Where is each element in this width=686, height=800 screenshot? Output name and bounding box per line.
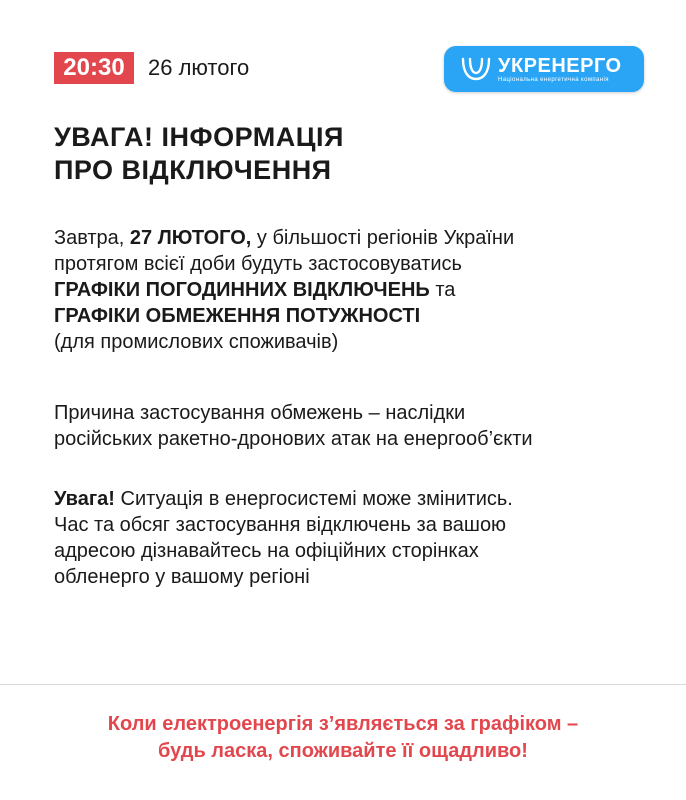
- paragraph-line: [54, 277, 654, 303]
- paragraph-reason: [54, 400, 654, 452]
- warning-highlight: Увага!: [54, 488, 115, 510]
- paragraph-line: Причина застосування обмежень – наслідки: [54, 402, 466, 424]
- hourly-outages-highlight: ГРАФІКИ ПОГОДИННИХ ВІДКЛЮЧЕНЬ: [54, 279, 430, 301]
- footer-line-2: будь ласка, споживайте її ощадливо!: [158, 740, 528, 762]
- paragraph-line: російських ракетно-дронових атак на енергооб’єкти: [54, 428, 533, 450]
- paragraph-line: Час та обсяг застосування відключень за вашою: [54, 514, 507, 536]
- text-fragment: у більшості регіонів України: [251, 227, 515, 249]
- logo-name: УКРЕНЕРГО: [498, 55, 622, 77]
- text-fragment: Ситуація в енергосистемі може змінитись.: [114, 488, 513, 510]
- text-fragment: та: [429, 279, 456, 301]
- date-highlight: 27 ЛЮТОГО,: [129, 227, 252, 249]
- ukrenergo-logo: [444, 46, 644, 92]
- page-title: [54, 121, 574, 187]
- paragraph-line: [54, 486, 654, 512]
- paragraph-line: (для промислових споживачів): [54, 331, 339, 353]
- footer-divider: [0, 684, 686, 685]
- paragraph-line: [54, 225, 654, 251]
- ukrenergo-logo-icon: [460, 55, 492, 83]
- paragraph-warning: [54, 486, 654, 590]
- paragraph-schedule: [54, 225, 654, 355]
- time-badge: 20:30: [54, 52, 134, 84]
- footer-line-1: Коли електроенергія з’являється за графіком –: [107, 713, 579, 735]
- title-line-1: УВАГА! ІНФОРМАЦІЯ: [54, 122, 344, 152]
- title-line-2: ПРО ВІДКЛЮЧЕННЯ: [54, 155, 332, 185]
- logo-subtitle: Національна енергетична компанія: [498, 77, 609, 83]
- footer-note: [0, 711, 686, 765]
- date-label: 26 лютого: [148, 55, 250, 80]
- paragraph-line: обленерго у вашому регіоні: [54, 566, 310, 588]
- paragraph-line: протягом всієї доби будуть застосовуватись: [54, 253, 462, 275]
- power-limit-highlight: ГРАФІКИ ОБМЕЖЕННЯ ПОТУЖНОСТІ: [54, 305, 421, 327]
- text-fragment: Завтра,: [54, 227, 130, 249]
- header: [54, 46, 644, 94]
- paragraph-line: адресою дізнавайтесь на офіційних сторінках: [54, 540, 479, 562]
